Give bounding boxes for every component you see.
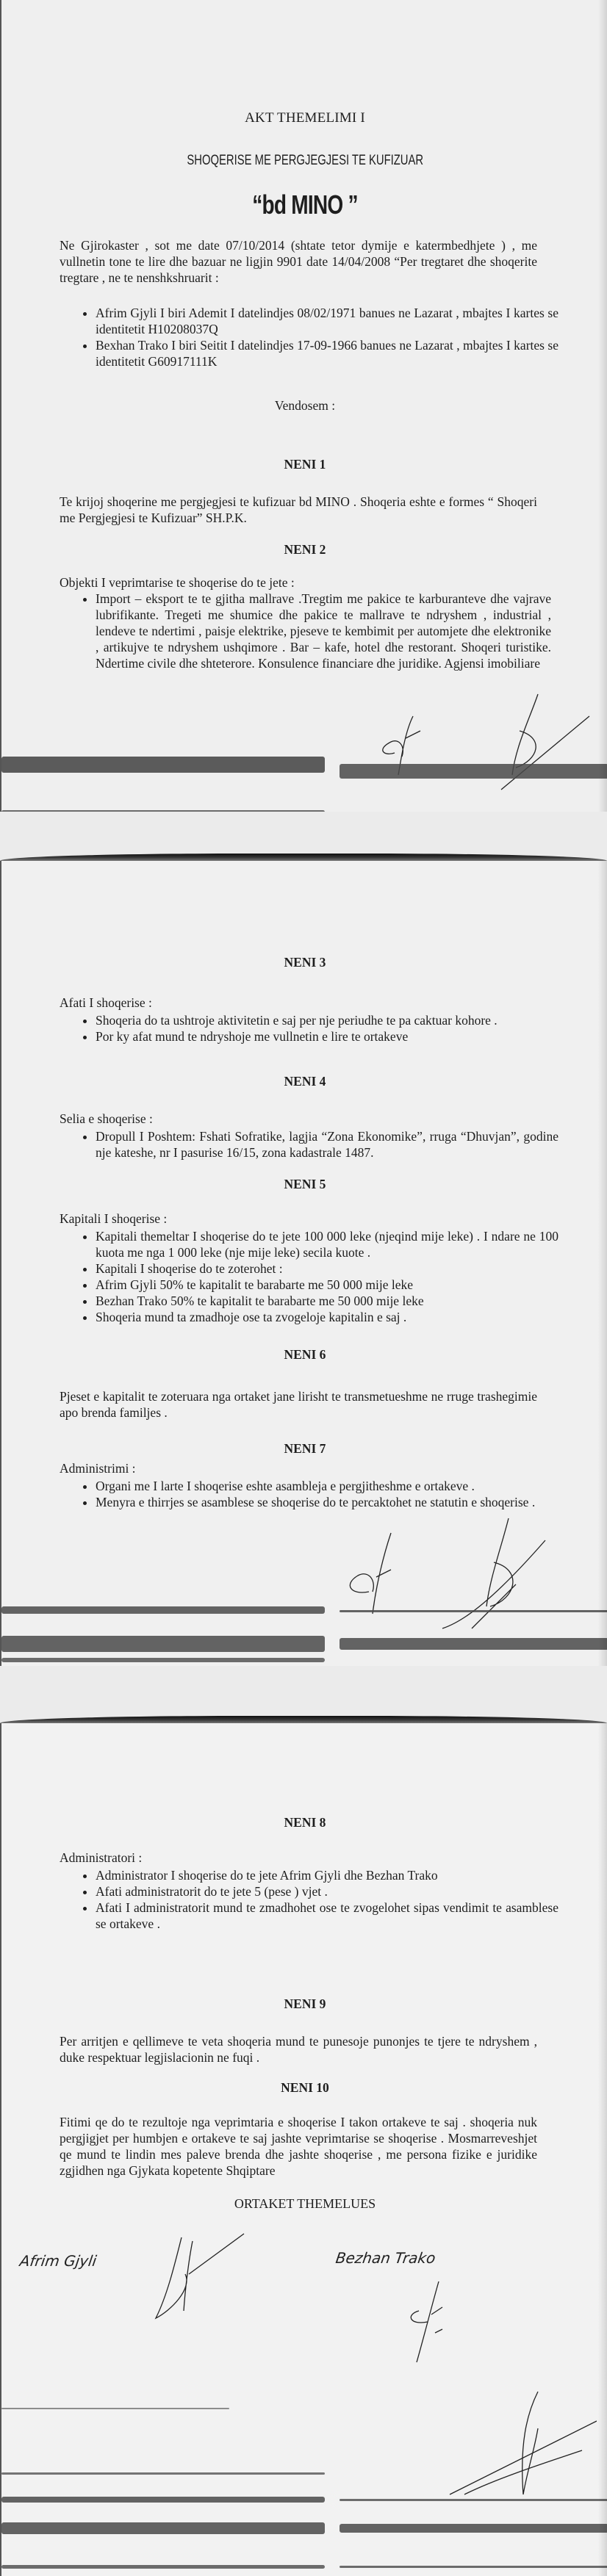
article-intro: Administratori : xyxy=(60,1850,143,1865)
signature-icon xyxy=(435,2384,597,2509)
scan-artifact xyxy=(340,2499,607,2501)
signature-icon xyxy=(369,687,604,797)
article-item: • Afrim Gjyli 50% te kapitalit te barabarte me 50 000 mije leke xyxy=(96,1277,558,1293)
scan-artifact xyxy=(1,2565,325,2569)
scan-artifact xyxy=(1,1606,325,1614)
handwritten-name: Afrim Gjyli xyxy=(18,2252,98,2270)
scan-artifact xyxy=(1,2522,325,2534)
article-text: Per arritjen e qellimeve te veta shoqeria mund te punesoje punonjes te tjere te ndryshem , duke respektuar legjislacionin ne fuqi . xyxy=(60,2034,537,2065)
article-intro: Objekti I veprimtarise te shoqerise do te jete : xyxy=(60,575,295,590)
article-item: • Kapitali themeltar I shoqerise do te jete 100 000 leke (njeqind mije leke) . I ndare ne 100 kuota me nga 1 000 leke (nje mije leke) secila kuote . xyxy=(96,1228,558,1260)
decision-label: Vendosem : xyxy=(274,398,336,413)
scan-artifact xyxy=(340,2566,607,2568)
article-intro: Selia e shoqerise : xyxy=(60,1111,153,1126)
article-list xyxy=(75,1128,558,1161)
article-list xyxy=(75,1228,558,1325)
signatures-heading: ORTAKET THEMELUES xyxy=(234,2196,376,2211)
title-line-2-wrap xyxy=(1,153,607,169)
article-item: • Shoqeria do ta ushtroje aktivitetin e saj per nje periudhe te pa caktuar kohore . xyxy=(96,1012,558,1028)
article-item: • Administrator I shoqerise do te jete Afrim Gjyli dhe Bezhan Trako xyxy=(96,1867,558,1883)
article-text: Fitimi qe do te rezultoje nga veprimtaria e shoqerise I takon ortakeve te saj . shoqeria nuk pergjigjet per humbjen e ortakeve te saj jashte veprimtarise se shoqerise . Mosmarreveshjet qe mund te lindin mes paleve brenda dhe jashte shoqerise , me persona fizike e juridike zgjidhen nga Gjykata kopetente Shqiptare xyxy=(60,2115,537,2178)
scan-artifact xyxy=(340,1638,607,1650)
intro-paragraph: Ne Gjirokaster , sot me date 07/10/2014 (shtate tetor dymije e katermbedhjete ) , me vullnetin tone te lire dhe bazuar ne ligjin 9901 date 14/04/2008 “Per tregtaret dhe shoqerite tregtare , ne te nenshkshruarit : xyxy=(60,238,537,285)
article-intro: Kapitali I shoqerise : xyxy=(60,1211,168,1226)
article-item: • Afati administratorit do te jete 5 (pese ) vjet . xyxy=(96,1883,558,1899)
article-item: • Organi me I larte I shoqerise eshte asambleja e pergjitheshme e ortakeve . xyxy=(96,1478,558,1494)
article-heading: NENI 10 xyxy=(281,2080,329,2095)
article-item: • Shoqeria mund ta zmadhoje ose ta zvogeloje kapitalin e saj . xyxy=(96,1309,558,1325)
founder-item: • Bexhan Trako I biri Seitit I datelindjes 17-09-1966 banues ne Lazarat , mbajtes I kartes se identitetit G60917111K xyxy=(96,337,558,369)
scan-artifact xyxy=(1,2472,325,2475)
article-intro: Afati I shoqerise : xyxy=(60,995,152,1010)
scan-artifact xyxy=(1,810,325,812)
article-heading: NENI 5 xyxy=(284,1177,326,1191)
company-name-wrap xyxy=(1,190,607,220)
page-divider xyxy=(0,1716,607,1723)
article-heading: NENI 2 xyxy=(284,542,326,557)
article-heading: NENI 9 xyxy=(284,1996,326,2011)
article-list xyxy=(75,1867,558,1932)
scan-artifact xyxy=(340,1610,607,1612)
document-page-2 xyxy=(0,861,607,1666)
scan-artifact xyxy=(1,2408,229,2409)
article-item: • Menyra e thirrjes se asamblese se shoqerise do te percaktohet ne statutin e shoqerise . xyxy=(96,1494,558,1510)
article-heading: NENI 4 xyxy=(284,1074,326,1089)
founders-list xyxy=(75,305,558,369)
title-line-2: SHOQERISE ME PERGJEGJESI TE KUFIZUAR xyxy=(187,153,423,168)
scan-artifact xyxy=(340,764,607,779)
scan-artifact xyxy=(1,1636,325,1652)
scan-artifact xyxy=(340,2524,607,2533)
article-text: Pjeset e kapitalit te zoteruara nga ortaket jane lirisht te transmetueshme ne rruge trashegimie apo brenda familjes . xyxy=(60,1389,537,1420)
article-list xyxy=(75,591,551,671)
title-line-1: AKT THEMELIMI I xyxy=(245,110,365,126)
document-page-1 xyxy=(0,0,607,812)
article-heading: NENI 6 xyxy=(284,1347,326,1362)
article-text: Te krijoj shoqerine me pergjegjesi te kufizuar bd MINO . Shoqeria eshte e formes “ Shoqeri me Pergjegjesi te Kufizuar” SH.P.K. xyxy=(60,494,537,525)
handwritten-name: Bezhan Trako xyxy=(334,2249,437,2267)
article-item: • Bezhan Trako 50% te kapitalit te barabarte me 50 000 mije leke xyxy=(96,1293,558,1309)
scan-artifact xyxy=(1,2497,325,2503)
article-heading: NENI 3 xyxy=(284,955,326,970)
article-item: • Por ky afat mund te ndryshoje me vullnetin e lire te ortakeve xyxy=(96,1028,558,1045)
article-item: • Dropull I Poshtem: Fshati Sofratike, lagjia “Zona Ekonomike”, rruga “Dhuvjan”, godine nje kateshe, nr I pasurise 16/15, zona kadastrale 1487. xyxy=(96,1128,558,1161)
article-heading: NENI 8 xyxy=(284,1815,326,1830)
article-intro: Administrimi : xyxy=(60,1461,136,1476)
article-list xyxy=(75,1012,558,1045)
article-heading: NENI 7 xyxy=(284,1441,326,1456)
page-divider xyxy=(0,854,607,861)
scan-artifact xyxy=(1,757,325,773)
article-item: • Kapitali I shoqerise do te zoterohet : xyxy=(96,1260,558,1277)
company-name: “bd MINO ” xyxy=(252,190,358,220)
document-page-3 xyxy=(0,1723,607,2576)
article-list xyxy=(75,1478,558,1510)
article-heading: NENI 1 xyxy=(284,457,326,472)
article-item: • Afati I administratorit mund te zmadhohet ose te zvogelohet sipas vendimit te asamblese se ortakeve . xyxy=(96,1899,558,1932)
signature-icon xyxy=(325,1511,575,1636)
scan-artifact xyxy=(1,1658,325,1662)
signature-icon xyxy=(148,2230,251,2326)
article-item: • Import – eksport te te gjitha mallrave .Tregtim me pakice te karburanteve dhe vajrave lubrifikante. Tregeti me shumice dhe pakice te mallrave te ndryshem , industrial , lendeve te ndertimi , paisje elektrike, pjeseve te kembimit per automjete dhe elektronike , artikujve te ndryshem ushqimore . Bar – kafe, hotel dhe restorant. Shoqeri turistike. Ndertime civile dhe shteterore. Konsulence financiare dhe juridike. Agjensi imobiliare xyxy=(96,591,551,671)
founder-item: • Afrim Gjyli I biri Ademit I datelindjes 08/02/1971 banues ne Lazarat , mbajtes I kartes se identitetit H10208037Q xyxy=(96,305,558,337)
signature-icon xyxy=(398,2278,472,2366)
